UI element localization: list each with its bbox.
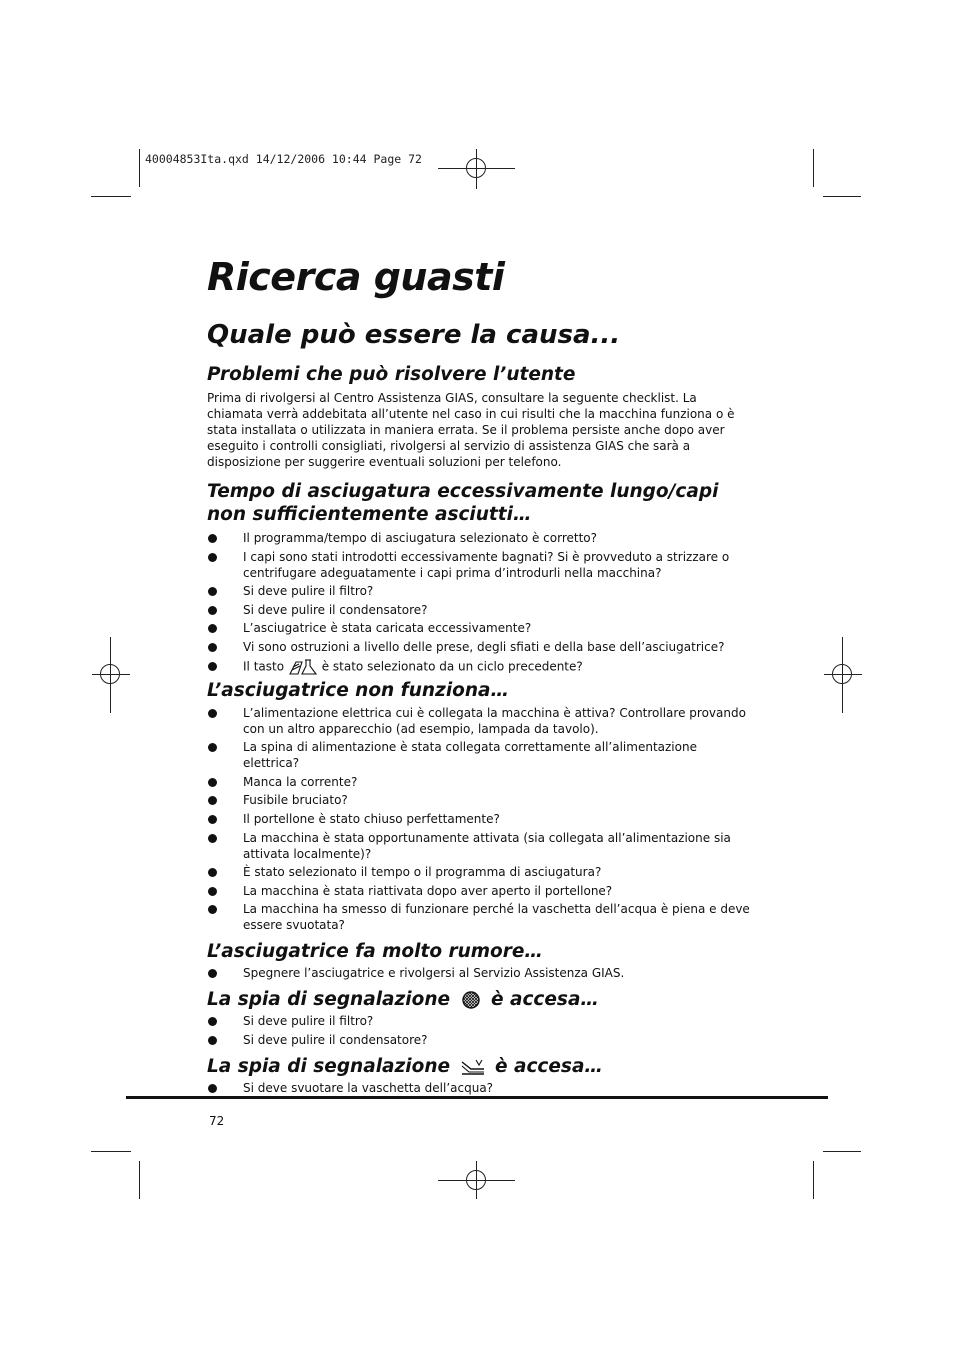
filter-grid-icon	[461, 990, 481, 1010]
section-noise	[207, 941, 752, 981]
list-item	[207, 1013, 752, 1029]
checklist	[207, 965, 752, 981]
registration-circle	[100, 664, 120, 684]
bullet-icon	[208, 905, 217, 914]
crop-mark	[823, 196, 861, 197]
intro-paragraph: Prima di rivolgersi al Centro Assistenza GIAS, consultare la seguente checklist. La chiamata verrà addebitata all’utente nel caso in cui risulti che la macchina funziona o è stata installata o utilizzata in maniera errata. Se il problema persiste anche dopo aver eseguito i controlli consigliati, rivolgersi al servizio di assistenza GIAS che sarà a disposizione per suggerire eventuali soluzioni per telefono.	[207, 391, 735, 469]
section-heading: L’asciugatrice non funziona…	[207, 679, 510, 701]
list-item-text: È stato selezionato il tempo o il programma di asciugatura?	[243, 865, 602, 880]
list-item	[207, 639, 752, 655]
bullet-icon	[208, 743, 217, 752]
bullet-icon	[208, 815, 217, 824]
bullet-icon	[208, 662, 217, 671]
list-item-text: I capi sono stati introdotti eccessivamente bagnati? Si è provveduto a strizzare o centrifugare adeguatamente i capi prima d’introdurli nella macchina?	[243, 549, 730, 580]
heading-text: è accesa…	[490, 989, 599, 1011]
list-item	[207, 901, 752, 933]
crop-mark	[813, 1161, 814, 1199]
bullet-icon	[208, 643, 217, 652]
checklist	[207, 1080, 752, 1096]
list-item-text: Vi sono ostruzioni a livello delle prese, degli sfiati e della base dell’asciugatrice?	[243, 639, 725, 654]
bullet-icon	[208, 606, 217, 615]
list-item	[207, 602, 752, 618]
list-item-text: Il programma/tempo di asciugatura selezionato è corretto?	[243, 531, 598, 545]
list-item	[207, 549, 752, 581]
crop-mark	[91, 196, 131, 197]
section-water-light	[207, 1056, 752, 1096]
page-title: Ricerca guasti	[207, 255, 505, 299]
section-heading: L’asciugatrice fa molto rumore…	[207, 941, 543, 963]
delicate-iron-icon	[288, 658, 318, 676]
heading-text: è accesa…	[494, 1055, 603, 1077]
section-heading	[207, 989, 752, 1011]
heading-text: La spia di segnalazione	[207, 1055, 451, 1077]
list-item-text: L’asciugatrice è stata caricata eccessivamente?	[243, 621, 532, 636]
registration-circle	[466, 158, 486, 178]
list-item	[207, 530, 752, 546]
main-content	[207, 364, 752, 1099]
list-item	[207, 705, 752, 737]
list-item-text: Si deve pulire il condensatore?	[243, 602, 428, 617]
bullet-icon	[208, 1017, 217, 1026]
list-item	[207, 739, 752, 771]
section-filter-light	[207, 989, 752, 1048]
list-item-text: La macchina è stata opportunamente attivata (sia collegata all’alimentazione sia attivata localmente)?	[243, 830, 731, 861]
list-item	[207, 864, 752, 880]
list-item-text: Si deve pulire il filtro?	[243, 584, 374, 599]
list-item	[207, 1032, 752, 1048]
bullet-icon	[208, 709, 217, 718]
registration-circle	[466, 1170, 486, 1190]
list-item-text: Si deve pulire il condensatore?	[243, 1032, 428, 1047]
water-tank-icon	[459, 1057, 487, 1077]
list-item-text: La macchina ha smesso di funzionare perché la vaschetta dell’acqua è piena e deve essere svuotata?	[243, 902, 750, 933]
section-user-problems	[207, 364, 752, 470]
list-item-text: Il tasto	[243, 659, 285, 674]
list-item	[207, 811, 752, 827]
list-item	[207, 658, 752, 676]
crop-mark	[139, 1161, 140, 1199]
list-item-text: è stato selezionato da un ciclo precedente?	[321, 659, 583, 674]
print-slug: 40004853Ita.qxd 14/12/2006 10:44 Page 72	[145, 152, 422, 166]
section-drying-time	[207, 480, 752, 676]
crop-mark	[91, 1151, 131, 1152]
bullet-icon	[208, 868, 217, 877]
list-item	[207, 1080, 752, 1096]
registration-circle	[832, 664, 852, 684]
bullet-icon	[208, 624, 217, 633]
bullet-icon	[208, 834, 217, 843]
list-item-text: Il portellone è stato chiuso perfettamente?	[243, 811, 500, 826]
list-item	[207, 620, 752, 636]
bullet-icon	[208, 1036, 217, 1045]
list-item-text: Manca la corrente?	[243, 774, 358, 789]
checklist	[207, 530, 752, 676]
bullet-icon	[208, 796, 217, 805]
crop-mark	[823, 1151, 861, 1152]
crop-mark	[813, 149, 814, 187]
list-item-text: La spina di alimentazione è stata collegata correttamente all’alimentazione elettrica?	[243, 740, 697, 771]
footer-rule	[126, 1096, 828, 1099]
list-item-text: Si deve svuotare la vaschetta dell’acqua?	[243, 1080, 494, 1095]
bullet-icon	[208, 534, 217, 543]
crop-mark	[139, 149, 140, 187]
list-item	[207, 774, 752, 790]
page-number: 72	[209, 1114, 225, 1128]
list-item	[207, 965, 752, 981]
heading-text: La spia di segnalazione	[207, 989, 451, 1011]
section-heading: Tempo di asciugatura eccessivamente lungo/capi non sufficientemente asciutti…	[207, 481, 719, 525]
list-item-text: La macchina è stata riattivata dopo aver aperto il portellone?	[243, 883, 613, 898]
checklist	[207, 1013, 752, 1048]
bullet-icon	[208, 1084, 217, 1093]
list-item-text: Fusibile bruciato?	[243, 793, 348, 808]
list-item-text: L’alimentazione elettrica cui è collegata la macchina è attiva? Controllare provando con un altro apparecchio (ad esempio, lampada da tavolo).	[243, 705, 746, 736]
checklist	[207, 705, 752, 934]
section-heading: Problemi che può risolvere l’utente	[207, 364, 576, 385]
list-item	[207, 792, 752, 808]
list-item	[207, 883, 752, 899]
section-not-working	[207, 680, 752, 934]
list-item	[207, 583, 752, 599]
bullet-icon	[208, 778, 217, 787]
list-item-text: Si deve pulire il filtro?	[243, 1014, 374, 1029]
list-item	[207, 830, 752, 862]
bullet-icon	[208, 969, 217, 978]
list-item-text: Spegnere l’asciugatrice e rivolgersi al Servizio Assistenza GIAS.	[243, 966, 625, 981]
bullet-icon	[208, 553, 217, 562]
section-heading	[207, 1056, 752, 1078]
page-subtitle: Quale può essere la causa...	[207, 320, 621, 350]
bullet-icon	[208, 587, 217, 596]
bullet-icon	[208, 887, 217, 896]
